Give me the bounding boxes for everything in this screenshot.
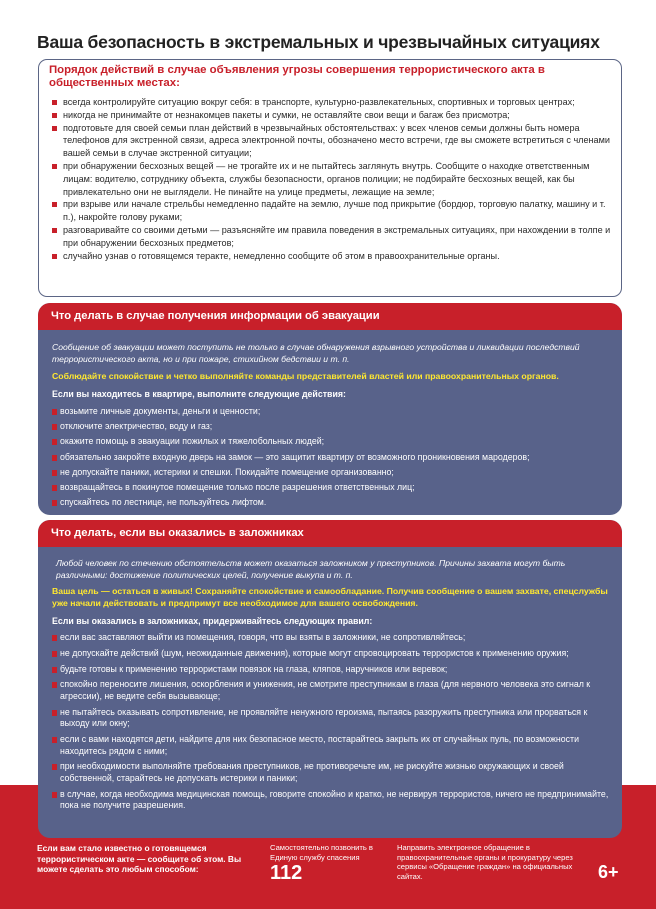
evacuation-section [38, 303, 622, 515]
evacuation-highlight: Соблюдайте спокойствие и четко выполняйте команды представителей властей или правоохранительных органов. [52, 371, 559, 381]
hostage-lead: Если вы оказались в заложниках, придерживайтесь следующих правил: [52, 616, 373, 626]
list-item: разговаривайте со своими детьми — разъясняйте им правила поведения в экстремальных ситуациях, при нахождении в толпе и при обнаружении бесхозных предметов; [51, 224, 617, 250]
hostage-title: Что делать, если вы оказались в заложниках [51, 527, 304, 539]
list-item: при взрыве или начале стрельбы немедленно падайте на землю, лучше под прикрытие (бордюр, торговую палатку, машину и т. п.), накройте голову руками; [51, 198, 617, 224]
list-item: в случае, когда необходима медицинская помощь, говорите спокойно и кратко, не нервируя террористов, ничего не предпринимайте, пока не получите разрешения. [52, 789, 618, 812]
evacuation-title: Что делать в случае получения информации об эвакуации [51, 310, 380, 322]
hostage-section [38, 520, 622, 838]
list-item: не допускайте действий (шум, неожиданные движения), которые могут спровоцировать террористов к применению оружия; [52, 648, 618, 660]
list-item: не пытайтесь оказывать сопротивление, не проявляйте ненужного героизма, пытаясь разоружить преступника или прорваться к выходу или окну; [52, 707, 618, 730]
list-item: всегда контролируйте ситуацию вокруг себя: в транспорте, культурно-развлекательных, спортивных и торговых центрах; [51, 96, 617, 109]
list-item: спокойно переносите лишения, оскорбления и унижения, не смотрите преступникам в глаза (для нервного человека это сигнал к агрессии), не ведите себя вызывающе; [52, 679, 618, 702]
list-item: возвращайтесь в покинутое помещение только после разрешения ответственных лиц; [52, 480, 618, 495]
list-item: если вас заставляют выйти из помещения, говоря, что вы взяты в заложники, не сопротивляйтесь; [52, 632, 618, 644]
hostage-intro: Любой человек по стечению обстоятельств может оказаться заложником у преступников. Причины захвата могут быть различными: достижение политических целей, получение выкупа и т. п. [56, 558, 566, 580]
list-item: при необходимости выполняйте требования преступников, не противоречьте им, не рискуйте жизнью окружающих и своей собственной, старайтесь не допускать истерики и паники; [52, 761, 618, 784]
evacuation-header [38, 303, 622, 330]
list-item: случайно узнав о готовящемся теракте, немедленно сообщите об этом в правоохранительные органы. [51, 250, 617, 263]
evacuation-lead: Если вы находитесь в квартире, выполните следующие действия: [52, 389, 346, 399]
terror-threat-list [51, 96, 617, 262]
page-title: Ваша безопасность в экстремальных и чрезвычайных ситуациях [37, 32, 600, 52]
list-item: подготовьте для своей семьи план действий в чрезвычайных обстоятельствах: у всех членов семьи должны быть номера телефонов для экстренной связи, адреса электронной почты, обозначено место встречи, где вы сможете встретиться с членами вашей семьи в случае экстренной ситуации; [51, 122, 617, 160]
list-item: если с вами находятся дети, найдите для них безопасное место, постарайтесь закрыть их от случайных пуль, по возможности находитесь рядом с ними; [52, 734, 618, 757]
evacuation-intro: Сообщение об эвакуации может поступить не только в случае обнаружения взрывного устройства и ликвидации последствий террористического акта, но и при пожаре, стихийном бедствии и т. п. [52, 342, 580, 364]
hostage-header [38, 520, 622, 547]
evacuation-list [52, 404, 618, 510]
list-item: отключите электричество, воду и газ; [52, 419, 618, 434]
terror-threat-box [38, 59, 622, 297]
age-rating-badge: 6+ [598, 862, 619, 882]
list-item: обязательно закройте входную дверь на замок — это защитит квартиру от возможного проникновения мародеров; [52, 450, 618, 465]
list-item: спускайтесь по лестнице, не пользуйтесь лифтом. [52, 495, 618, 510]
list-item: не допускайте паники, истерики и спешки. Покидайте помещение организованно; [52, 465, 618, 480]
rescue-service-text: Самостоятельно позвонить в Единую службу спасения [270, 843, 373, 862]
list-item: никогда не принимайте от незнакомцев пакеты и сумки, не оставляйте свои вещи и багаж без присмотра; [51, 109, 617, 122]
list-item: возьмите личные документы, деньги и ценности; [52, 404, 618, 419]
list-item: окажите помощь в эвакуации пожилых и тяжелобольных людей; [52, 434, 618, 449]
emergency-number[interactable]: 112 [270, 862, 303, 884]
report-call-to-action: Если вам стало известно о готовящемся террористическом акте — сообщите об этом. Вы можете сделать это любым способом: [37, 843, 242, 874]
hostage-highlight: Ваша цель — остаться в живых! Сохраняйте спокойствие и самообладание. Получив сообщение о вашем захвате, спецслужбы уже начали действовать и предпримут все необходимое для вашего освобождения. [52, 586, 608, 608]
list-item: при обнаружении бесхозных вещей — не трогайте их и не пытайтесь заглянуть внутрь. Сообщите о находке ответственным лицам: водителю, сотруднику объекта, службы безопасности, органов полиции; не подбирайте бесхозных вещей, как бы привлекательно они не выглядели. Не пинайте на улице предметы, лежащие на земле; [51, 160, 617, 198]
list-item: будьте готовы к применению террористами повязок на глаза, кляпов, наручников или веревок; [52, 664, 618, 676]
online-appeal-text: Направить электронное обращение в правоохранительные органы и прокуратуру через сервисы «Обращение граждан» на официальных сайтах. [397, 843, 573, 881]
terror-threat-title: Порядок действий в случае объявления угрозы совершения террористического акта в общественных местах: [49, 64, 545, 89]
hostage-list [52, 632, 618, 816]
